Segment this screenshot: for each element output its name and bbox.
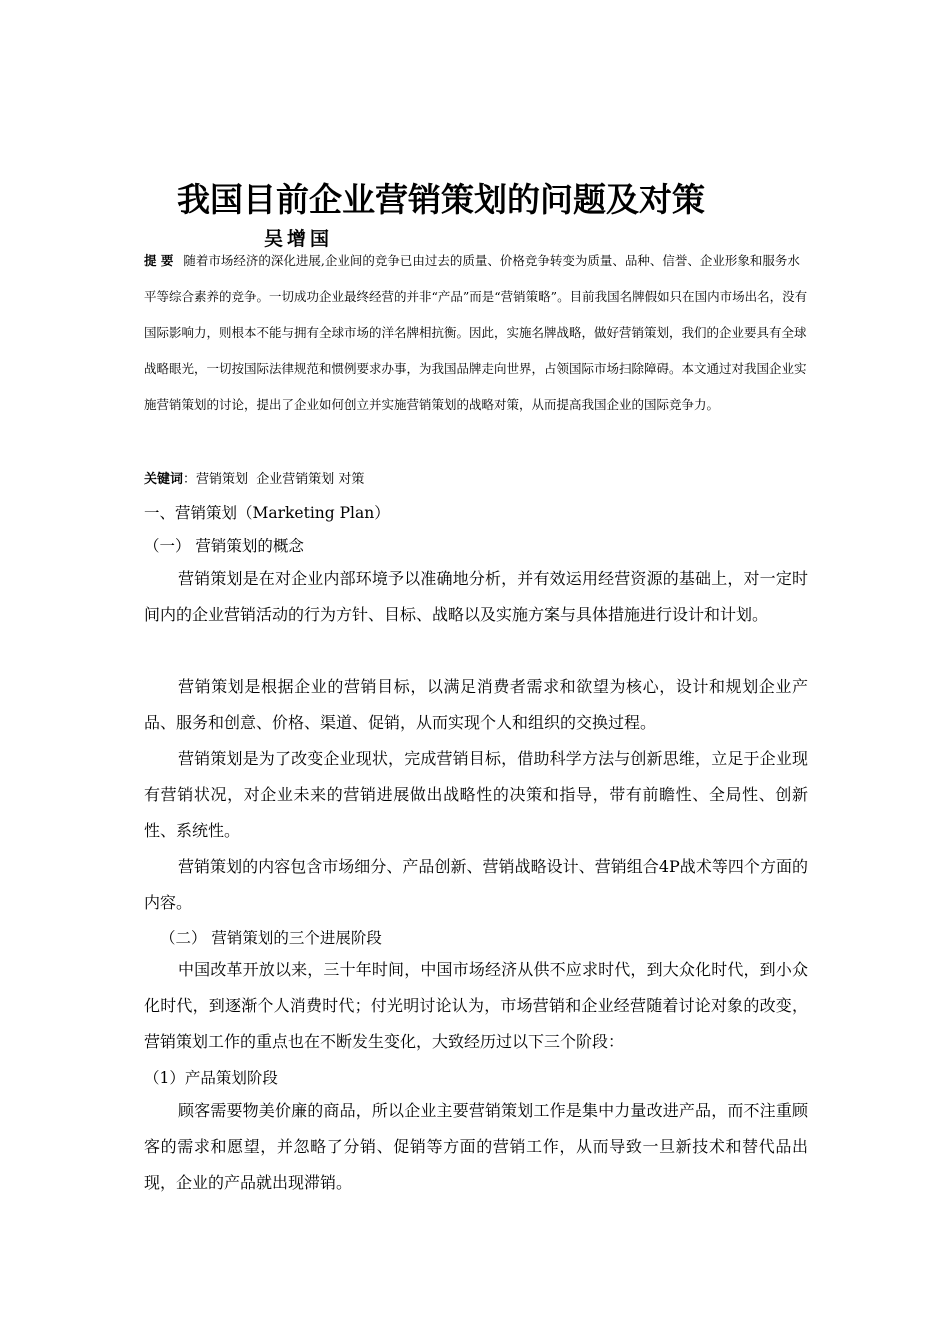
subsection-heading: （二） 营销策划的三个进展阶段 xyxy=(160,929,382,947)
keywords xyxy=(144,462,364,498)
paragraph: 营销策划是为了改变企业现状，完成营销目标，借助科学方法与创新思维，立足于企业现有营销状况，对企业未来的营销进展做出战略性的决策和指导，带有前瞻性、全局性、创新性、系统性。 xyxy=(144,749,808,840)
paragraph: 中国改革开放以来，三十年时间，中国市场经济从供不应求时代，到大众化时代，到小众化时代，到逐渐个人消费时代；付光明讨论认为，市场营销和企业经营随着讨论对象的改变，营销策划工作的重点也在不断发生变化，大致经历过以下三个阶段： xyxy=(144,960,808,1051)
section-heading: 一、营销策划（Marketing Plan） xyxy=(144,504,390,522)
abstract xyxy=(144,243,809,423)
document-title: 我国目前企业营销策划的问题及对策 xyxy=(177,180,705,219)
keywords-label: 关键词 xyxy=(144,472,184,487)
paragraph: 营销策划是在对企业内部环境予以准确地分析，并有效运用经营资源的基础上，对一定时间内的企业营销活动的行为方针、目标、战略以及实施方案与具体措施进行设计和计划。 xyxy=(144,569,808,624)
subsection-heading: （一） 营销策划的概念 xyxy=(144,537,304,555)
paragraph: 营销策划的内容包含市场细分、产品创新、营销战略设计、营销组合4P战术等四个方面的内容。 xyxy=(144,857,808,912)
abstract-text: 随着市场经济的深化进展,企业间的竞争已由过去的质量、价格竞争转变为质量、品种、信誉、企业形象和服务水平等综合素养的竞争。一切成功企业最终经营的并非“产品”而是“营销策略”。目前我国名牌假如只在国内市场出名，没有国际影响力，则根本不能与拥有全球市场的洋名牌相抗衡。因此，实施名牌战略，做好营销策划，我们的企业要具有全球战略眼光，一切按国际法律规范和惯例要求办事，为我国品牌走向世界，占领国际市场扫除障碍。本文通过对我国企业实施营销策划的讨论，提出了企业如何创立并实施营销策划的战略对策，从而提高我国企业的国际竞争力。 xyxy=(144,253,808,412)
stage-heading: （1）产品策划阶段 xyxy=(144,1069,278,1087)
keywords-separator: ： xyxy=(183,472,197,487)
paragraph: 顾客需要物美价廉的商品，所以企业主要营销策划工作是集中力量改进产品，而不注重顾客的需求和愿望，并忽略了分销、促销等方面的营销工作，从而导致一旦新技术和替代品出现，企业的产品就出现滞销。 xyxy=(144,1101,808,1192)
keywords-text: 营销策划 企业营销策划 对策 xyxy=(196,472,365,487)
abstract-label: 提 要 xyxy=(144,253,174,268)
author-name: 吴增国 xyxy=(264,228,334,250)
paragraph: 营销策划是根据企业的营销目标，以满足消费者需求和欲望为核心，设计和规划企业产品、服务和创意、价格、渠道、促销，从而实现个人和组织的交换过程。 xyxy=(144,677,808,732)
